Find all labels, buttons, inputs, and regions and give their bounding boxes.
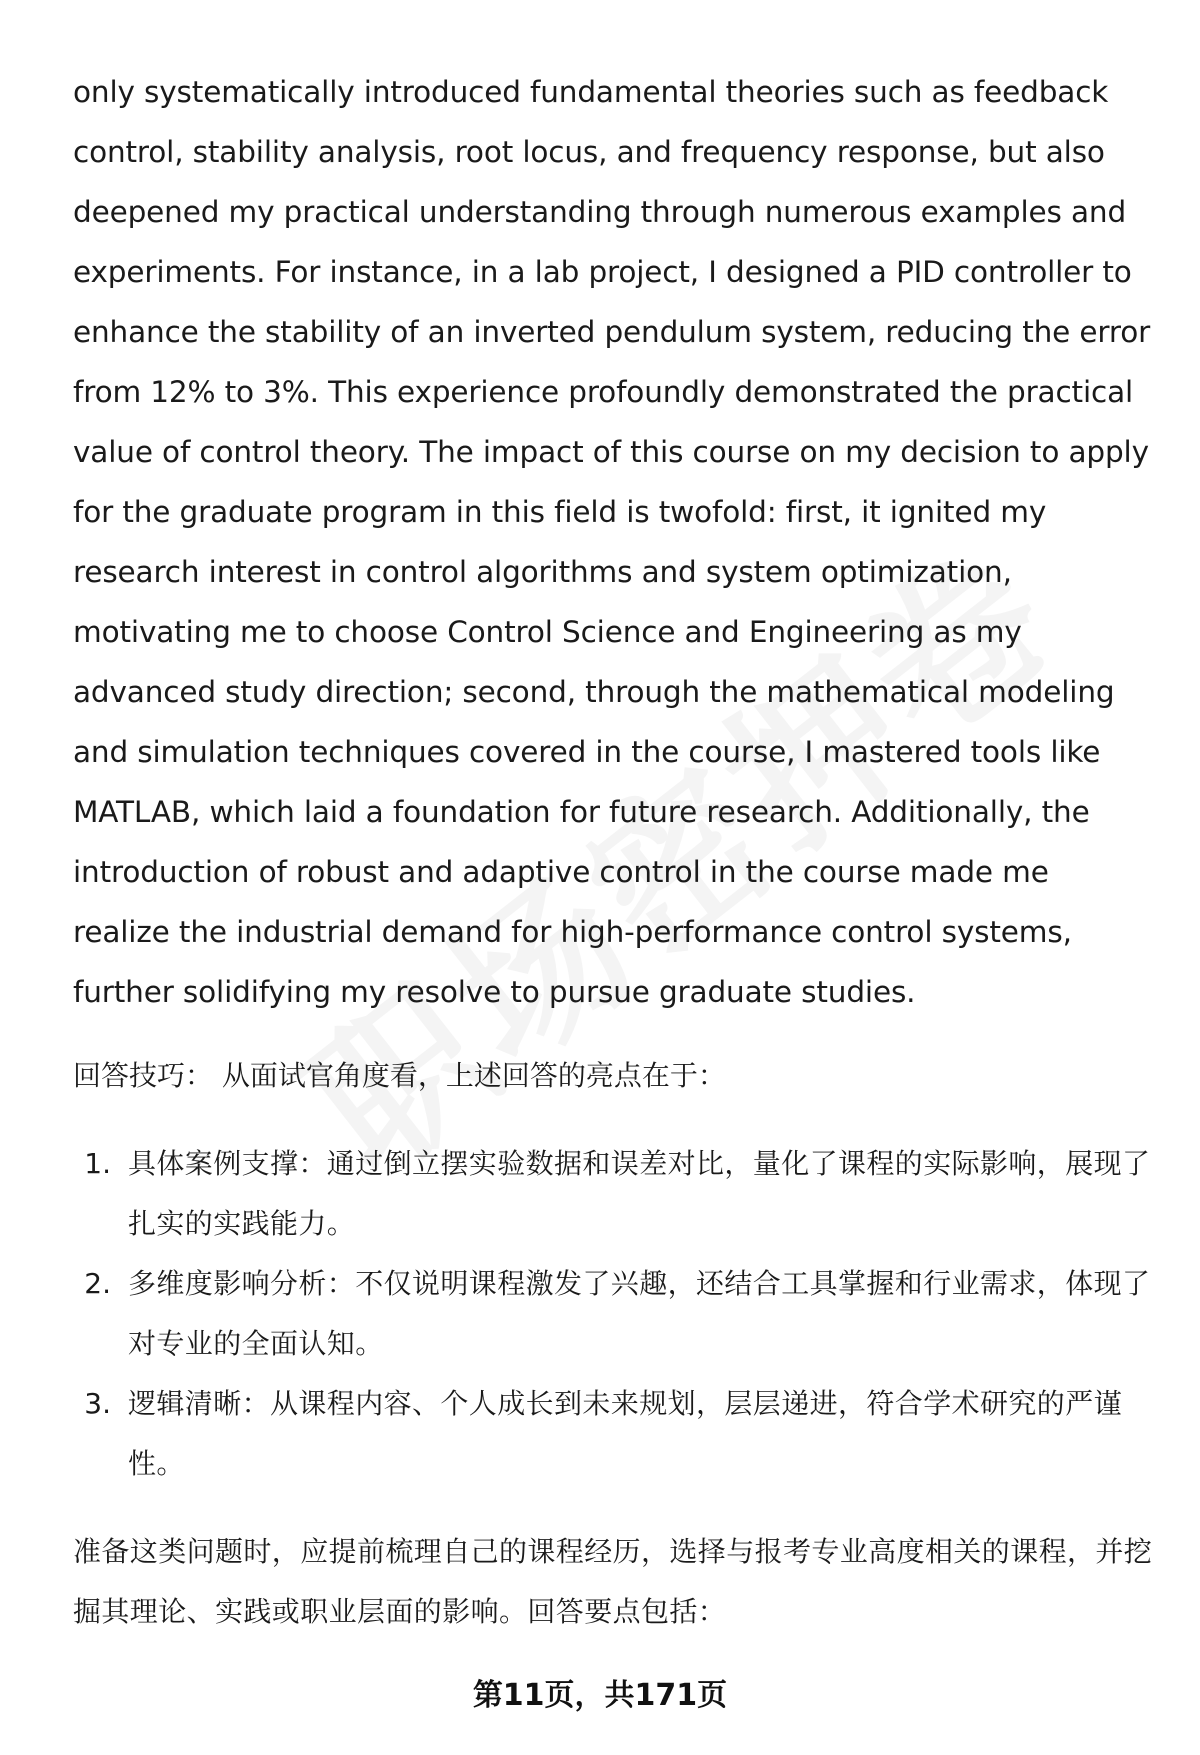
preparation-paragraph: 准备这类问题时，应提前梳理自己的课程经历，选择与报考专业高度相关的课程，并挖掘其理论、实践或职业层面的影响。回答要点包括： <box>73 1535 1153 1628</box>
tip-text: 具体案例支撑：通过倒立摆实验数据和误差对比，量化了课程的实际影响，展现了扎实的实践能力。 <box>128 1147 1151 1240</box>
tips-list <box>73 1134 1153 1494</box>
tip-number: 3. <box>84 1387 111 1420</box>
answer-paragraph: only systematically introduced fundamental theories such as feedback control, stability analysis, root locus, and frequency response, but also deepened my practical understanding through numerous examples and experiments. For instance, in a lab project, I designed a PID controller to enhance the stability of an inverted pendulum system, reducing the error from 12% to 3%. This experience profoundly demonstrated the practical value of control theory. The impact of this course on my decision to apply for the graduate program in this field is twofold: first, it ignited my research interest in control algorithms and system optimization, motivating me to choose Control Science and Engineering as my advanced study direction; second, through the mathematical modeling and simulation techniques covered in the course, I mastered tools like MATLAB, which laid a foundation for future research. Additionally, the introduction of robust and adaptive control in the course made me realize the industrial demand for high-performance control systems, further solidifying my resolve to pursue graduate studies. <box>73 75 1151 1009</box>
tip-text: 逻辑清晰：从课程内容、个人成长到未来规划，层层递进，符合学术研究的严谨性。 <box>128 1387 1123 1480</box>
tip-text: 多维度影响分析：不仅说明课程激发了兴趣，还结合工具掌握和行业需求，体现了对专业的全面认知。 <box>128 1267 1151 1360</box>
tip-number: 1. <box>84 1147 111 1180</box>
tip-number: 2. <box>84 1267 111 1300</box>
tips-heading: 回答技巧： 从面试官角度看，上述回答的亮点在于： <box>73 1059 726 1092</box>
tip-item-2 <box>73 1254 1153 1374</box>
page-number-footer: 第11页，共171页 <box>472 1678 728 1713</box>
tip-item-1 <box>73 1134 1153 1254</box>
tip-item-3 <box>73 1374 1153 1494</box>
